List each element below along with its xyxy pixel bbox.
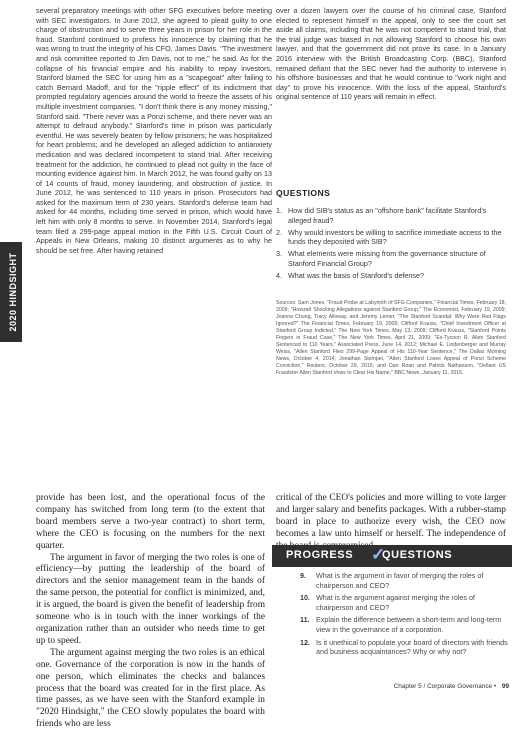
question-number: 2. (276, 227, 282, 237)
question-number: 4. (276, 270, 282, 280)
questions-list (276, 206, 506, 283)
case-study-column-1: several preparatory meetings with other SFG executives before meeting with SEC investigators. In June 2012, she agreed to plead guilty to one charge of obstruction and to serve three years in prison for her role in the fraud. Stanford continued to profess his innocence by claiming that he was wrong to trust the integrity of his CFO, James Davis. "The investment and risk committee reported to Jim Davis, not to me," he said. As for the collapse of his financial empire and his inability to repay investors, Stanford blamed the SEC for using him as a "scapegoat" after failing to catch Bernard Madoff, and for the "ripple effect" of its indictment that prompted regulatory agencies around the world to freeze the assets of his multiple investment companies. "I don't think there is any money missing," Stanford said. "There never was a Ponzi scheme, and there never was an attempt to defraud anybody." Stanford's time in prison was particularly eventful. He was severely beaten by fellow prisoners; he was hospitalized for heart problems; and he developed an alleged addiction to antianxiety medication and was declared incompetent to stand trial. After receiving treatment for the addiction, he continued to plead not guilty in the face of mounting evidence against him. In March 2012, he was found guilty on 13 of 14 counts of fraud, money laundering, and obstruction of justice. In June 2012, he was sentenced to 110 years in prison. Prosecutors had asked for the maximum term of 230 years. Stanford's defense team had asked for 44 months, including time served in prison, which would have left him with only 8 months to serve. In November 2014, Stanford's legal team filed a 299-page appeal motion in the Fifth U.S. Circuit Court of Appeals in New Orleans, making 10 distinct arguments as to why he should be set free. After having retained (36, 6, 272, 255)
question-text: What is the argument against merging the roles of chairperson and CEO? (316, 593, 476, 612)
progress-question-item (300, 637, 512, 657)
question-text: Why would investors be willing to sacrifice immediate access to the funds they deposited with SIB? (288, 227, 502, 247)
sidebar-tab-label: 2020 HINDSIGHT (8, 252, 18, 332)
question-item (276, 206, 506, 226)
progress-question-item (300, 593, 512, 612)
chapter-body-column-2 (276, 493, 506, 553)
checkmark-icon: ✓ (371, 545, 386, 564)
chapter-body-column-1 (36, 493, 265, 730)
case-study-column-2: over a dozen lawyers over the course of his criminal case, Stanford elected to represent himself in the appeal, only to see the court set aside all claims, including that he was not competent to stand trial, that the trial judge was biased in not allowing Stanford to choose his own lawyer, and that the government did not prove its case. In a January 2016 interview with the British Broadcasting Corp. (BBC), Stanford remained defiant that the SEC never had the authority to intervene in his offshore businesses and that he would continue to "work night and day" to prove his innocence. With the loss of the appeal, Stanford's original sentence of 110 years will remain in effect. (276, 6, 506, 102)
page-footer (394, 683, 509, 690)
progress-question-item (300, 615, 512, 634)
question-text: What was the basis of Stanford's defense? (288, 270, 425, 280)
sources-citation: Sources: Sam Jones, "Fraud Probe at Labyrinth of SFG Companies," Financial Times, February 18, 2009; "Howzat! Shocking Allegations against Stanford Group," The Economist, February 19, 2009; Joanna Chung, Tracy Alloway, and Jeremy Lemer, "The Stanford Scandal: Why Were Red Flags Ignored?" The Financial Times, February 19, 2009; Clifford Krauss, "Chief Investment Officer at Stanford Group Indicted," The New York Times, May 13, 2009; Clifford Krauss, "Stanford Points Fingers in Fraud Case," The New York Times, April 21, 2009; "Ex-Tycoon R. Allen Stanford Sentenced to 110 Years," Associated Press, June 14, 2012; Michael E. Lindenberger and Murray Weiss, "Allen Stanford Files 299-Page Appeal of His 110-Year Sentence," The Dallas Morning News, October 4, 2014; Jonathan Stempel, "Allen Stanford Loses Appeal of Ponzi Scheme Conviction," Reuters, October 29, 2015; and Dan Roan and Patrick Nathanson, "Defiant US Fraudster Allen Stanford Vows to Clear His Name," BBC News, January 11, 2016. (276, 300, 506, 376)
body-paragraph: The argument against merging the two roles is an ethical one. Governance of the corporation is now in the hands of one person, which eliminates the checks and balances process that the board was created for in the first place. As time passes, as we have seen with the Stanford example in "2020 Hindsight," the CEO slowly populates the board with friends who are less (36, 647, 265, 730)
question-number: 10. (300, 593, 310, 603)
questions-label: QUESTIONS (382, 549, 453, 561)
question-text: What elements were missing from the governance structure of Stanford Financial Group? (288, 249, 486, 268)
chapter-title: Chapter 5 / Corporate Governance (393, 683, 493, 690)
sidebar-tab (0, 242, 22, 342)
question-number: 12. (300, 637, 310, 647)
footer-bullet-icon: • (493, 683, 497, 690)
body-paragraph: provide has been lost, and the operational focus of the company has switched from long term (to the extent that board members serve a two-year contract) to short term, where the CEO is focusing on the numbers for the next quarter. (36, 493, 265, 551)
question-text: Is it unethical to populate your board of directors with friends and business acquaintances? Why or why not? (316, 637, 508, 657)
question-number: 9. (300, 571, 306, 580)
question-item (276, 249, 506, 269)
progress-questions-list (300, 571, 512, 660)
question-number: 1. (276, 206, 282, 215)
question-text: What is the argument in favor of merging the roles of chairperson and CEO? (316, 571, 484, 590)
question-number: 11. (300, 615, 310, 625)
question-item (276, 271, 506, 281)
body-paragraph: The argument in favor of merging the two roles is one of efficiency—by putting the leadership of the board of directors and the senior management team in the hands of the same person, the potential for conflict is minimized, and, it is argued, the board is given the benefit of leadership from someone who is in touch with the inner workings of the organization rather than an outsider who needs time to get up to speed. (36, 552, 265, 646)
questions-heading: QUESTIONS (276, 188, 331, 198)
body-paragraph: critical of the CEO's policies and more willing to vote larger and larger salary and benefits packages. With a rubber-stamp board in place to authorize every wish, the CEO now becomes a law unto himself or herself. The independence of (276, 493, 506, 539)
question-text: How did SIB's status as an "offshore bank" facilitate Stanford's alleged fraud? (288, 206, 487, 225)
progress-question-item (300, 571, 512, 590)
question-number: 3. (276, 249, 282, 259)
page-number: 99 (501, 683, 509, 690)
question-text: Explain the difference between a short-term and long-term view in the governance of a corporation. (316, 615, 502, 634)
question-item (276, 228, 506, 248)
progress-questions-banner (272, 545, 512, 567)
progress-label: PROGRESS (286, 549, 354, 561)
